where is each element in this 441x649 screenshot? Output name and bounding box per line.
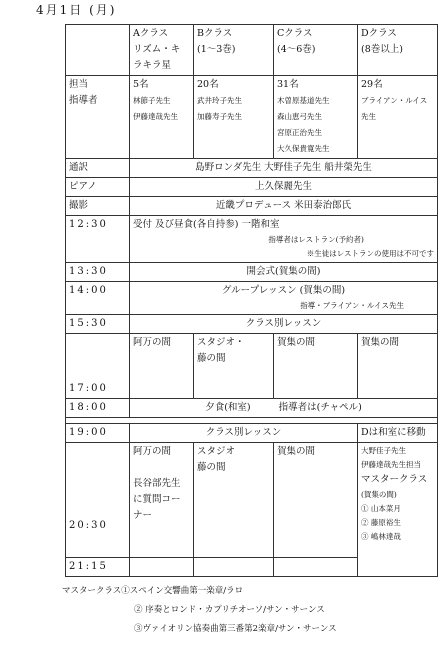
time-1230: 12:30 [66,216,130,263]
class-a-header: Aクラス リズム・キ ラキラ星 [130,25,194,76]
room-c-1530: 賀集の間 [274,334,358,399]
class-header-row [66,25,438,76]
time-row-1530 [66,315,438,334]
time-row-1230 [66,216,438,263]
time-1530: 15:30 [66,315,130,334]
event-1330: 開会式(賀集の間) [130,263,438,282]
room-a-1900: 阿万の間 長谷部先生 に質問コー ナー [130,443,194,558]
time-row-1800 [66,399,438,418]
time-1800: 18:00 [66,399,130,418]
piano-value: 上久保麗先生 [130,178,438,197]
corner-cell [66,25,130,76]
room-c-2115 [274,558,358,577]
footer-line-1: マスタークラス①スペイン交響曲第一楽章/ラロ [62,586,244,596]
event-1530: クラス別レッスン [130,315,438,334]
teachers-label: 担当 指導者 [66,76,130,159]
time-2030: 20:30 [69,520,108,531]
event-1400: グループレッスン (賀集の間) 指導・ブライアン・ルイス先生 [130,282,438,315]
teachers-b: 20名 武井玲子先生 加藤寿子先生 [194,76,274,159]
room-a-2115 [130,558,194,577]
rooms-row-1900 [66,443,438,558]
photo-row [66,197,438,216]
footer-line-2: ② 序奏とロンド・カプリチオーソ/サン・サーンス [134,605,325,615]
time-1900: 19:00 [66,424,130,443]
room-c-1900: 賀集の間 [274,443,358,558]
teachers-a: 5名 林節子先生 伊藤達哉先生 [130,76,194,159]
interpreter-label: 通訳 [66,159,130,178]
time-1330: 13:30 [66,263,130,282]
date-title: 4月1日 (月) [36,3,117,17]
time-row-1400 [66,282,438,315]
photo-label: 撮影 [66,197,130,216]
time-2115: 21:15 [66,558,130,577]
room-d-1530: 賀集の間 [358,334,438,399]
time-row-1330 [66,263,438,282]
teachers-c: 31名 木曽原基道先生 森山恵弓先生 宮原正治先生 大久保貴寛先生 [274,76,358,159]
room-b-2115 [194,558,274,577]
class-c-header: Cクラス (4〜6巻) [274,25,358,76]
teachers-row [66,76,438,159]
time-1400: 14:00 [66,282,130,315]
interpreter-value: 島野ロンダ先生 大野佳子先生 船井榮先生 [130,159,438,178]
schedule-table [65,24,438,577]
time-col-2030 [66,443,130,558]
class-d-header: Dクラス (8巻以上) [358,25,438,76]
footer-line-3: ③ヴァイオリン協奏曲第三番第2楽章/サン・サーンス [134,624,337,634]
photo-value: 近畿プロデュース 米田泰治郎氏 [130,197,438,216]
time-row-1900 [66,424,438,443]
room-b-1530: スタジオ・ 藤の間 [194,334,274,399]
piano-row [66,178,438,197]
room-b-1900: スタジオ 藤の間 [194,443,274,558]
teachers-d: 29名 ブライアン・ルイス 先生 [358,76,438,159]
interpreter-row [66,159,438,178]
time-1700: 17:00 [66,334,130,399]
rooms-row-1530 [66,334,438,399]
class-b-header: Bクラス (1〜3巻) [194,25,274,76]
room-a-1530: 阿万の間 [130,334,194,399]
event-1900: クラス別レッスン [130,424,358,443]
piano-label: ピアノ [66,178,130,197]
event-1800: 夕食(和室) 指導者は(チャペル) [130,399,438,418]
event-1230: 受付 及び昼食(各自持参) 一階和室 指導者はレストラン(予約者) ※生徒はレストランの使用は不可です [130,216,438,263]
class-d-1900: 大野佳子先生 伊藤達哉先生担当 マスタークラス (賀集の間) ① 山本菜月 ② 藤原裕生 ③ 嶋林達哉 [358,443,438,577]
event-1900-d: Dは和室に移動 [358,424,438,443]
